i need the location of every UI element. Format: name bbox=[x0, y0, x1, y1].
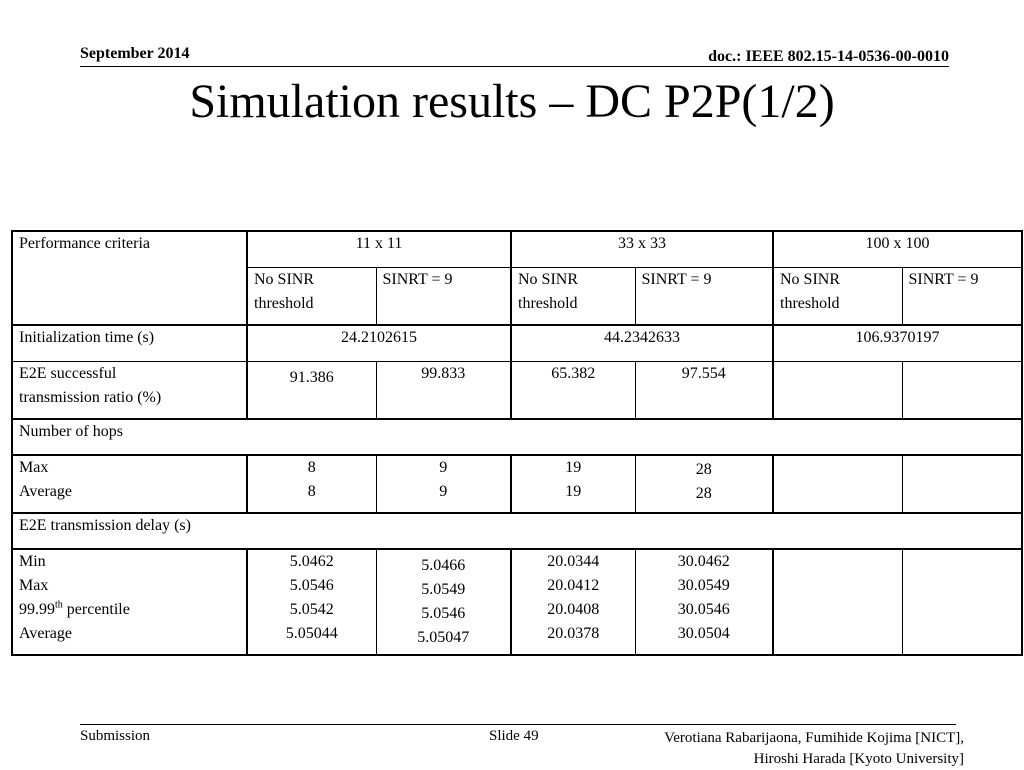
value-cell: 99.833 bbox=[376, 361, 511, 419]
value-cell: 28 28 bbox=[635, 455, 773, 513]
footer-slide-number: Slide 49 bbox=[489, 728, 539, 744]
value-cell: 106.9370197 bbox=[773, 325, 1022, 361]
row-label: E2E successful transmission ratio (%) bbox=[12, 361, 247, 419]
value-cell: 97.554 bbox=[635, 361, 773, 419]
value-cell bbox=[902, 455, 1022, 513]
group-header-11: 11 x 11 bbox=[247, 231, 511, 267]
value-cell: 91.386 bbox=[247, 361, 376, 419]
value-cell: 24.2102615 bbox=[247, 325, 511, 361]
value-cell bbox=[902, 549, 1022, 655]
section-label: E2E transmission delay (s) bbox=[12, 513, 1022, 549]
header-doc-id: doc.: IEEE 802.15-14-0536-00-0010 bbox=[708, 48, 949, 65]
value-cell: 44.2342633 bbox=[511, 325, 773, 361]
group-header-33: 33 x 33 bbox=[511, 231, 773, 267]
subheader-cell: No SINR threshold bbox=[773, 267, 902, 325]
value-cell bbox=[902, 361, 1022, 419]
table-row-init bbox=[12, 325, 1022, 361]
row-label: Min Max 99.99th percentile Average bbox=[12, 549, 247, 655]
value-cell: 65.382 bbox=[511, 361, 635, 419]
footer-submission: Submission bbox=[80, 728, 151, 744]
criteria-header-cell: Performance criteria bbox=[12, 231, 247, 325]
section-label: Number of hops bbox=[12, 419, 1022, 455]
group-header-100: 100 x 100 bbox=[773, 231, 1022, 267]
header-rule bbox=[80, 66, 949, 67]
subheader-cell: No SINR threshold bbox=[247, 267, 376, 325]
value-cell: 9 9 bbox=[376, 455, 511, 513]
value-cell: 5.0466 5.0549 5.0546 5.05047 bbox=[376, 549, 511, 655]
section-row-delay bbox=[12, 513, 1022, 549]
subheader-cell: SINRT = 9 bbox=[902, 267, 1022, 325]
table-row-e2e-ratio bbox=[12, 361, 1022, 419]
row-label: Max Average bbox=[12, 455, 247, 513]
footer-authors: Verotiana Rabarijaona, Fumihide Kojima [NICT], Hiroshi Harada [Kyoto University] bbox=[664, 730, 964, 767]
value-cell bbox=[773, 361, 902, 419]
value-cell: 30.0462 30.0549 30.0546 30.0504 bbox=[635, 549, 773, 655]
value-cell: 19 19 bbox=[511, 455, 635, 513]
subheader-cell: SINRT = 9 bbox=[635, 267, 773, 325]
slide-title: Simulation results – DC P2P(1/2) bbox=[189, 75, 835, 128]
header-date: September 2014 bbox=[80, 45, 190, 62]
value-cell: 5.0462 5.0546 5.0542 5.05044 bbox=[247, 549, 376, 655]
subheader-cell: No SINR threshold bbox=[511, 267, 635, 325]
table-row-delay bbox=[12, 549, 1022, 655]
subheader-cell: SINRT = 9 bbox=[376, 267, 511, 325]
value-cell: 8 8 bbox=[247, 455, 376, 513]
table-header-row bbox=[12, 231, 1022, 267]
table-row-hops bbox=[12, 455, 1022, 513]
value-cell bbox=[773, 549, 902, 655]
footer-rule bbox=[80, 724, 956, 725]
value-cell: 20.0344 20.0412 20.0408 20.0378 bbox=[511, 549, 635, 655]
value-cell bbox=[773, 455, 902, 513]
row-label: Initialization time (s) bbox=[12, 325, 247, 361]
results-table bbox=[11, 230, 1023, 656]
section-row-hops bbox=[12, 419, 1022, 455]
